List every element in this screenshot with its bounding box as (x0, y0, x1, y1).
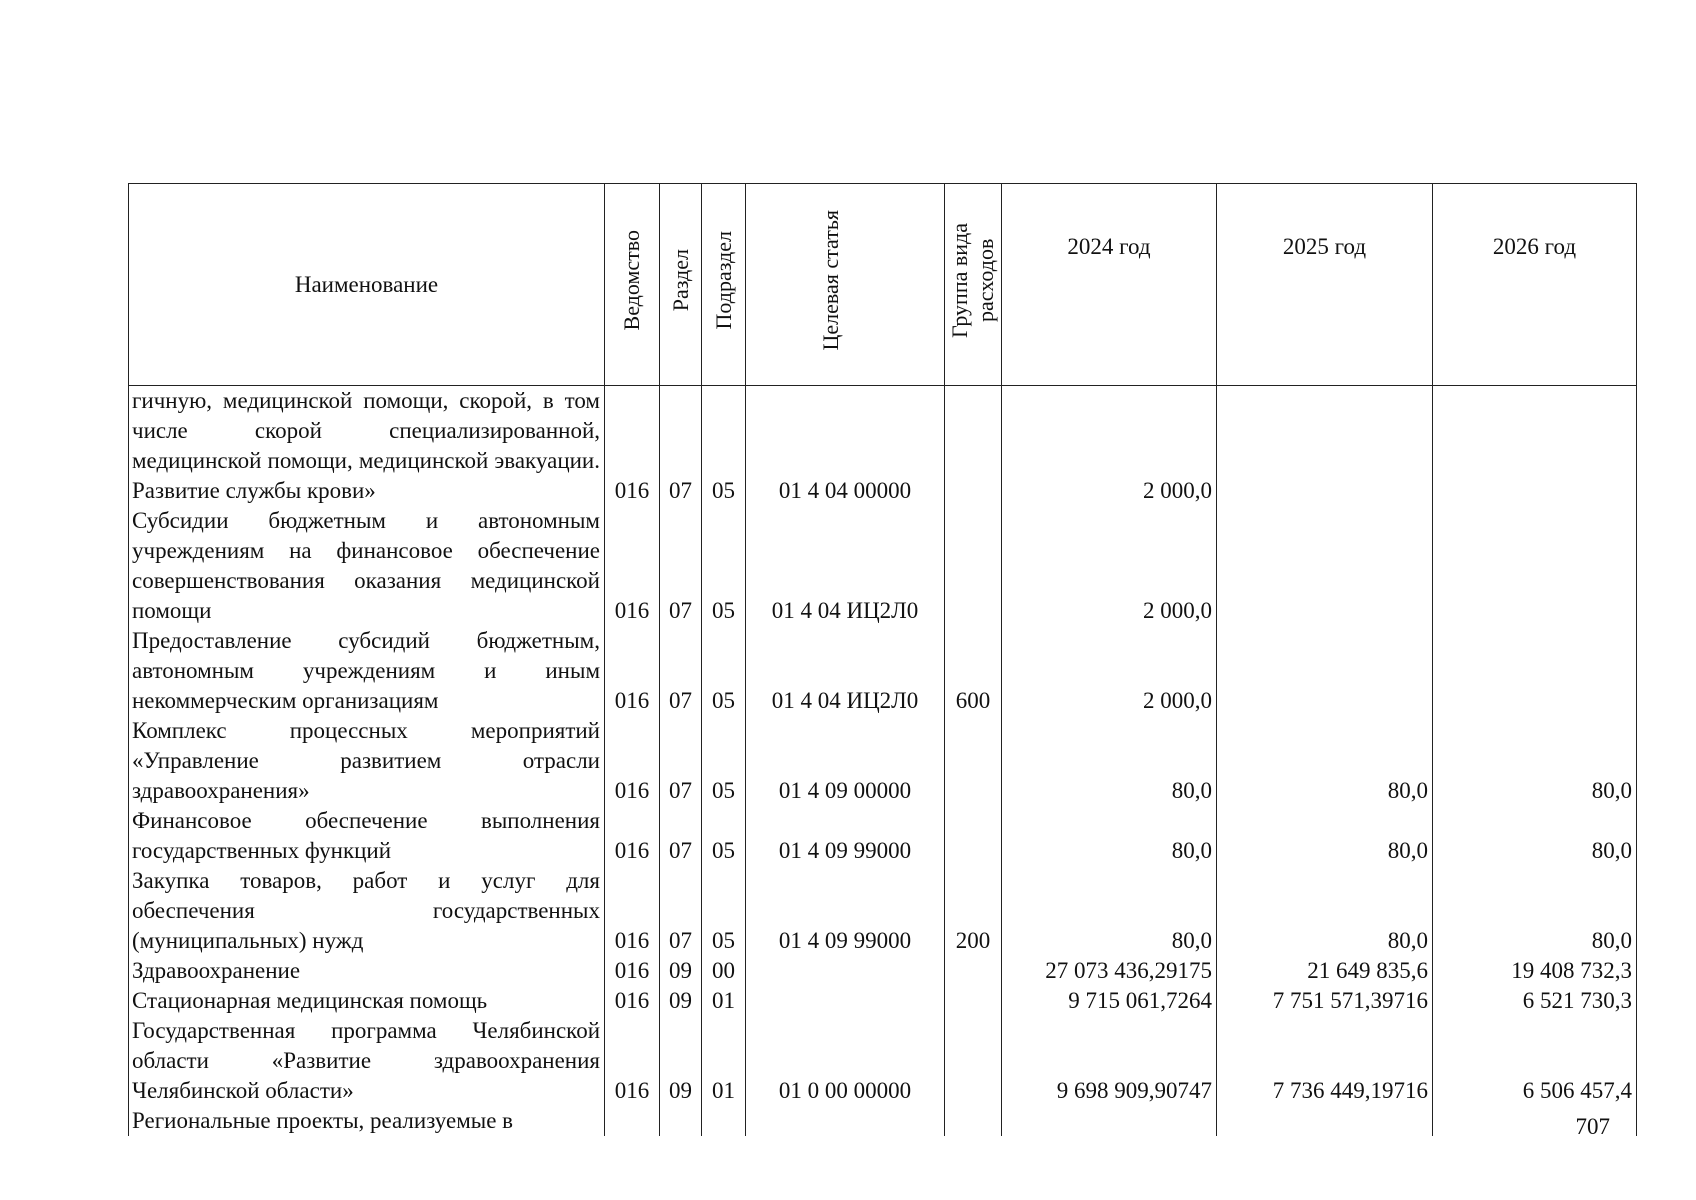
cell-razdel: 07 (660, 626, 702, 716)
cell-gruppa (945, 1106, 1002, 1136)
cell-razdel: 09 (660, 1016, 702, 1106)
cell-2026 (1433, 386, 1637, 507)
cell-vedomstvo: 016 (605, 506, 660, 626)
header-podrazdel (702, 184, 746, 386)
cell-2026: 80,0 (1433, 806, 1637, 866)
cell-celevaya: 01 4 09 99000 (746, 866, 945, 956)
cell-razdel: 07 (660, 506, 702, 626)
cell-2025 (1217, 506, 1433, 626)
cell-vedomstvo: 016 (605, 1016, 660, 1106)
cell-razdel (660, 1106, 702, 1136)
cell-gruppa (945, 716, 1002, 806)
budget-table (128, 183, 1637, 1136)
cell-podrazdel: 05 (702, 866, 746, 956)
cell-gruppa: 200 (945, 866, 1002, 956)
cell-2025: 7 736 449,19716 (1217, 1016, 1433, 1106)
cell-name: Финансовое обеспечение выполнения государственных функций (129, 806, 605, 866)
cell-razdel: 09 (660, 956, 702, 986)
cell-podrazdel: 05 (702, 506, 746, 626)
cell-podrazdel (702, 1106, 746, 1136)
cell-name: Региональные проекты, реализуемые в (129, 1106, 605, 1136)
cell-vedomstvo (605, 1106, 660, 1136)
cell-podrazdel: 05 (702, 806, 746, 866)
cell-2025: 80,0 (1217, 716, 1433, 806)
cell-2025 (1217, 626, 1433, 716)
cell-2024: 27 073 436,29175 (1002, 956, 1217, 986)
cell-2025 (1217, 1106, 1433, 1136)
cell-2024: 80,0 (1002, 806, 1217, 866)
cell-celevaya: 01 4 04 00000 (746, 386, 945, 507)
cell-name: гичную, медицинской помощи, скорой, в том числе скорой специализированной, медицинской помощи, медицинской эвакуации. Развитие службы крови» (129, 386, 605, 507)
table-row (129, 506, 1637, 626)
cell-2026: 6 506 457,4 (1433, 1016, 1637, 1106)
cell-podrazdel: 05 (702, 626, 746, 716)
cell-vedomstvo: 016 (605, 956, 660, 986)
cell-name: Закупка товаров, работ и услуг для обеспечения государственных (муниципальных) нужд (129, 866, 605, 956)
cell-2026: 80,0 (1433, 716, 1637, 806)
header-2024: 2024 год (1002, 184, 1217, 386)
header-vedomstvo (605, 184, 660, 386)
cell-vedomstvo: 016 (605, 386, 660, 507)
cell-razdel: 07 (660, 806, 702, 866)
table-row (129, 1016, 1637, 1106)
cell-2026: 6 521 730,3 (1433, 986, 1637, 1016)
cell-celevaya: 01 4 04 ИЦ2Л0 (746, 506, 945, 626)
header-razdel-label: Раздел (667, 249, 693, 312)
table-row (129, 386, 1637, 507)
cell-name: Комплекс процессных мероприятий «Управление развитием отрасли здравоохранения» (129, 716, 605, 806)
table-row (129, 866, 1637, 956)
cell-name: Здравоохранение (129, 956, 605, 986)
cell-podrazdel: 05 (702, 716, 746, 806)
header-name: Наименование (129, 184, 605, 386)
cell-name: Предоставление субсидий бюджетным, автономным учреждениям и иным некоммерческим организациям (129, 626, 605, 716)
cell-celevaya (746, 1106, 945, 1136)
table-row (129, 1106, 1637, 1136)
table-row (129, 806, 1637, 866)
cell-2024: 80,0 (1002, 716, 1217, 806)
cell-celevaya (746, 986, 945, 1016)
cell-2025: 80,0 (1217, 866, 1433, 956)
cell-celevaya: 01 4 04 ИЦ2Л0 (746, 626, 945, 716)
page-number: 707 (1575, 1114, 1610, 1139)
cell-gruppa (945, 986, 1002, 1016)
cell-podrazdel: 01 (702, 986, 746, 1016)
table-row (129, 716, 1637, 806)
header-2026: 2026 год (1433, 184, 1637, 386)
cell-name: Государственная программа Челябинской области «Развитие здравоохранения Челябинской области» (129, 1016, 605, 1106)
cell-gruppa (945, 806, 1002, 866)
cell-celevaya: 01 4 09 00000 (746, 716, 945, 806)
cell-razdel: 07 (660, 386, 702, 507)
cell-name: Субсидии бюджетным и автономным учреждениям на финансовое обеспечение совершенствования оказания медицинской помощи (129, 506, 605, 626)
cell-gruppa (945, 1016, 1002, 1106)
cell-2024: 9 715 061,7264 (1002, 986, 1217, 1016)
cell-razdel: 09 (660, 986, 702, 1016)
cell-2024: 2 000,0 (1002, 506, 1217, 626)
cell-podrazdel: 01 (702, 1016, 746, 1106)
cell-2025: 80,0 (1217, 806, 1433, 866)
cell-2024: 80,0 (1002, 866, 1217, 956)
table-row (129, 986, 1637, 1016)
cell-celevaya: 01 4 09 99000 (746, 806, 945, 866)
header-celevaya-label: Целевая статья (818, 210, 843, 351)
cell-vedomstvo: 016 (605, 716, 660, 806)
cell-2024: 2 000,0 (1002, 626, 1217, 716)
cell-2024 (1002, 1106, 1217, 1136)
cell-razdel: 07 (660, 866, 702, 956)
header-razdel (660, 184, 702, 386)
cell-2026 (1433, 626, 1637, 716)
cell-2025: 7 751 571,39716 (1217, 986, 1433, 1016)
cell-razdel: 07 (660, 716, 702, 806)
cell-gruppa (945, 386, 1002, 507)
cell-podrazdel: 05 (702, 386, 746, 507)
cell-gruppa: 600 (945, 626, 1002, 716)
cell-vedomstvo: 016 (605, 986, 660, 1016)
header-gruppa (945, 184, 1002, 386)
cell-2025 (1217, 386, 1433, 507)
cell-podrazdel: 00 (702, 956, 746, 986)
cell-name: Стационарная медицинская помощь (129, 986, 605, 1016)
cell-gruppa (945, 506, 1002, 626)
cell-2024: 9 698 909,90747 (1002, 1016, 1217, 1106)
cell-celevaya (746, 956, 945, 986)
table-header-row (129, 184, 1637, 386)
table-row (129, 626, 1637, 716)
cell-2025: 21 649 835,6 (1217, 956, 1433, 986)
header-gruppa-label: Группа вида расходов (947, 223, 998, 338)
cell-celevaya: 01 0 00 00000 (746, 1016, 945, 1106)
cell-vedomstvo: 016 (605, 626, 660, 716)
header-2025: 2025 год (1217, 184, 1433, 386)
cell-2026: 19 408 732,3 (1433, 956, 1637, 986)
header-podrazdel-label: Подраздел (710, 231, 736, 330)
table-row (129, 956, 1637, 986)
header-vedomstvo-label: Ведомство (619, 230, 644, 331)
cell-vedomstvo: 016 (605, 806, 660, 866)
cell-gruppa (945, 956, 1002, 986)
cell-2026 (1433, 506, 1637, 626)
header-celevaya (746, 184, 945, 386)
cell-2026: 80,0 (1433, 866, 1637, 956)
cell-vedomstvo: 016 (605, 866, 660, 956)
cell-2024: 2 000,0 (1002, 386, 1217, 507)
